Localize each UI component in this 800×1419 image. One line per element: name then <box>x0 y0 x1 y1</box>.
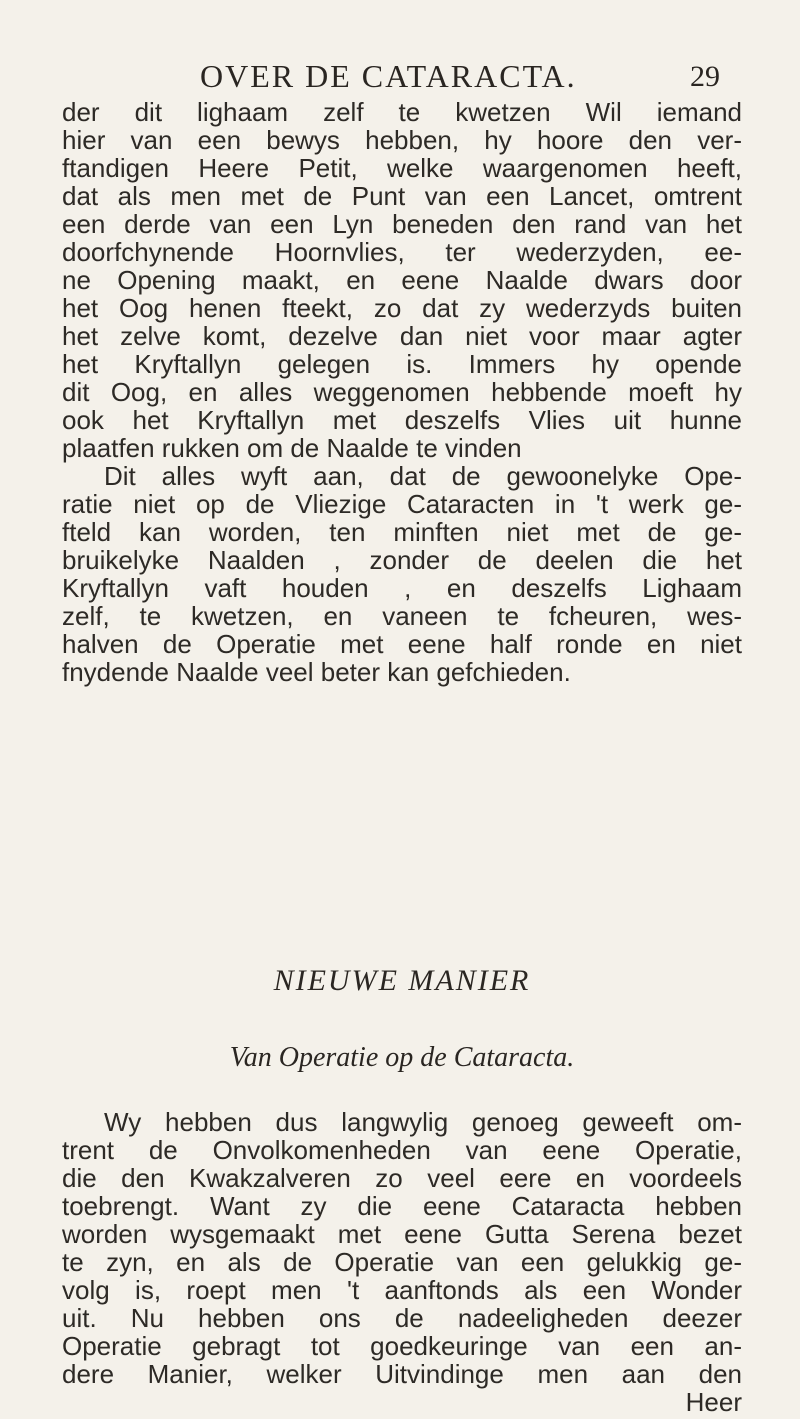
text-line: toebrengt. Want zy die eene Cataracta hebben <box>62 1191 742 1221</box>
page-number: 29 <box>690 60 720 93</box>
text-line: fteld kan worden, ten minften niet met de ge- <box>62 517 742 547</box>
paragraph-1 <box>62 98 742 462</box>
text-line: Kryftallyn vaft houden , en deszelfs Lighaam <box>62 573 742 603</box>
text-line: Dit alles wyft aan, dat de gewoonelyke Ope- <box>104 461 742 491</box>
section-heading: NIEUWE MANIER <box>273 964 531 997</box>
running-title: OVER DE CATARACTA. <box>200 58 577 94</box>
catchword: Heer <box>685 1387 742 1417</box>
text-line: hier van een bewys hebben, hy hoore den ver- <box>62 125 742 155</box>
text-line: het Oog henen fteekt, zo dat zy wederzyds buiten <box>62 293 742 323</box>
text-line: plaatfen rukken om de Naalde te vinden <box>62 433 522 463</box>
text-line: bruikelyke Naalden , zonder de deelen die het <box>62 545 742 575</box>
text-line: der dit lighaam zelf te kwetzen Wil iemand <box>62 97 742 127</box>
text-line: dit Oog, en alles weggenomen hebbende moeft hy <box>62 377 742 407</box>
text-line: het Kryftallyn gelegen is. Immers hy opende <box>62 349 742 379</box>
text-line: worden wysgemaakt met eene Gutta Serena bezet <box>62 1219 742 1249</box>
text-line: fnydende Naalde veel beter kan gefchieden. <box>62 657 571 687</box>
text-line: dat als men met de Punt van een Lancet, omtrent <box>62 181 742 211</box>
text-line: ratie niet op de Vliezige Cataracten in 't werk ge- <box>62 489 742 519</box>
text-line: ook het Kryftallyn met deszelfs Vlies uit hunne <box>62 405 742 435</box>
section-subheading: Van Operatie op de Cataracta. <box>229 1042 575 1073</box>
text-line: te zyn, en als de Operatie van een gelukkig ge- <box>62 1247 742 1277</box>
text-line: uit. Nu hebben ons de nadeeligheden deezer <box>62 1303 742 1333</box>
text-line: dere Manier, welker Uitvindinge men aan den <box>62 1359 742 1389</box>
text-line: volg is, roept men 't aanftonds als een Wonder <box>62 1275 742 1305</box>
running-head <box>200 58 720 98</box>
text-line: halven de Operatie met eene half ronde en niet <box>62 629 742 659</box>
text-line: ftandigen Heere Petit, welke waargenomen heeft, <box>62 153 742 183</box>
paragraph-3 <box>62 1108 742 1416</box>
paragraph-2 <box>62 462 742 686</box>
text-line: Wy hebben dus langwylig genoeg geweeft om- <box>104 1107 742 1137</box>
text-line: trent de Onvolkomenheden van eene Operatie, <box>62 1135 742 1165</box>
text-line: zelf, te kwetzen, en vaneen te fcheuren, wes- <box>62 601 742 631</box>
text-line: een derde van een Lyn beneden den rand van het <box>62 209 742 239</box>
text-line: ne Opening maakt, en eene Naalde dwars door <box>62 265 742 295</box>
text-line: het zelve komt, dezelve dan niet voor maar agter <box>62 321 742 351</box>
text-line: die den Kwakzalveren zo veel eere en voordeels <box>62 1163 742 1193</box>
text-line: Operatie gebragt tot goedkeuringe van een an- <box>62 1331 742 1361</box>
text-line: doorfchynende Hoornvlies, ter wederzyden, ee- <box>62 237 742 267</box>
